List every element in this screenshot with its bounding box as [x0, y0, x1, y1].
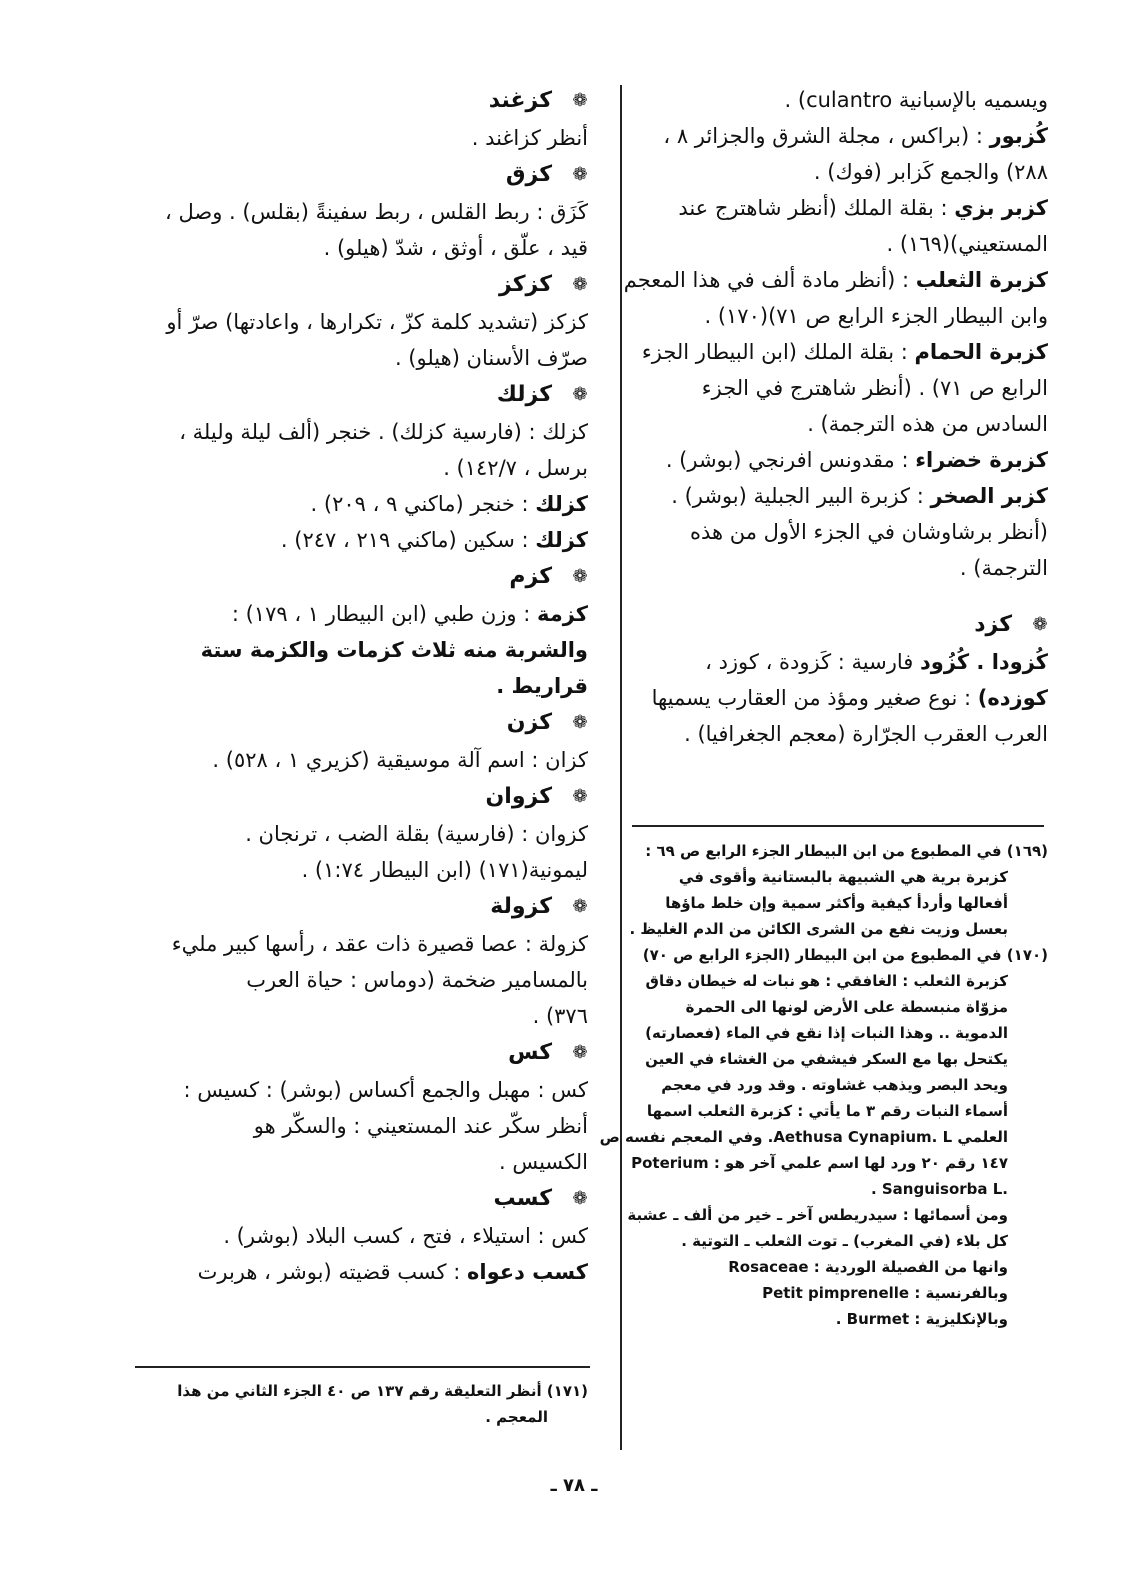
footnote-text: كزبرة الثعلب : الغافقي : هو نبات له خيطان دقاق	[645, 972, 1008, 990]
entry-line	[628, 82, 1048, 118]
entry-text: أنظر كزاغند .	[471, 126, 588, 150]
entry-line	[156, 632, 588, 668]
entry-heading	[156, 558, 588, 596]
entry-lemma: كسب دعواه	[466, 1260, 588, 1284]
flower-bullet-icon: ❁	[572, 90, 588, 111]
flower-bullet-icon: ❁	[572, 1042, 588, 1063]
left-footnote-rule	[135, 1366, 590, 1368]
footnote-line	[628, 968, 1048, 994]
entry-text: : خنجر (ماكني ٩ ، ٢٠٩) .	[310, 492, 536, 516]
entry-lemma: كزبر الصخر	[930, 484, 1048, 508]
entry-line	[628, 680, 1048, 716]
footnote-text: الدموية .. وهذا النبات إذا نقع في الماء (فعصارته)	[645, 1024, 1008, 1042]
footnote-text: وبالفرنسية : Petit pimprenelle	[762, 1284, 1008, 1302]
entry-line	[156, 120, 588, 156]
footnote-text: . Sanguisorba L.	[870, 1180, 1008, 1198]
flower-bullet-icon: ❁	[572, 384, 588, 405]
entry-line	[628, 118, 1048, 154]
entry-text: ليمونية(١٧١) (ابن البيطار ١:٧٤) .	[301, 858, 588, 882]
page-number: ـ ٧٨ ـ	[550, 1475, 598, 1496]
footnote-line	[628, 1046, 1048, 1072]
left-column	[156, 82, 588, 1290]
entry-line	[156, 414, 588, 450]
entry-line	[156, 1108, 588, 1144]
heading-word: كس	[508, 1040, 552, 1065]
entry-text: برسل ، ١٤٢/٧) .	[443, 456, 588, 480]
footnote-line	[628, 864, 1048, 890]
footnote-text: (١٦٩) في المطبوع من ابن البيطار الجزء الرابع ص ٦٩ :	[645, 842, 1048, 860]
left-footnotes	[156, 1378, 588, 1430]
entry-heading	[156, 1180, 588, 1218]
footnote-line	[628, 942, 1048, 968]
entry-text: كزولة : عصا قصيرة ذات عقد ، رأسها كبير مليء	[171, 932, 588, 956]
entry-heading	[156, 82, 588, 120]
flower-bullet-icon: ❁	[1032, 614, 1048, 635]
column-divider	[620, 85, 622, 1450]
footnote-line	[628, 1202, 1048, 1228]
flower-bullet-icon: ❁	[572, 164, 588, 185]
footnote-text: وانها من الفصيلة الوردية : Rosaceae	[728, 1258, 1008, 1276]
entry-text: بالمسامير ضخمة (دوماس : حياة العرب	[246, 968, 588, 992]
entry-text: كزكز (تشديد كلمة كزّ ، تكرارها ، واعادتها) صرّ أو	[166, 310, 588, 334]
entry-lemma: كزبرة خضراء	[915, 448, 1048, 472]
entry-text: : كسب قضيته (بوشر ، هربرت	[197, 1260, 467, 1284]
entry-line	[156, 194, 588, 230]
entry-lemma: كزلك	[535, 528, 588, 552]
entry-line	[628, 334, 1048, 370]
entry-line	[628, 154, 1048, 190]
entry-text: أنظر سكّر عند المستعيني : والسكّر هو	[253, 1114, 588, 1138]
entry-text: كزان : اسم آلة موسيقية (كزيري ١ ، ٥٢٨) .	[212, 748, 588, 772]
footnote-line	[628, 994, 1048, 1020]
entry-text: كزوان : (فارسية) بقلة الضب ، ترنجان .	[245, 822, 588, 846]
flower-bullet-icon: ❁	[572, 566, 588, 587]
footnote-line	[628, 1228, 1048, 1254]
heading-word: كزوان	[485, 784, 552, 809]
entry-line	[628, 226, 1048, 262]
entry-text: ٣٧٦) .	[532, 1004, 588, 1028]
entry-text: كس : استيلاء ، فتح ، كسب البلاد (بوشر) .	[223, 1224, 588, 1248]
footnote-text: كزبرة برية هي الشبيهة بالبستانية وأقوى في	[678, 868, 1008, 886]
entry-text: (أنظر برشاوشان في الجزء الأول من هذه	[689, 520, 1048, 544]
footnote-line	[628, 838, 1048, 864]
entry-text: الترجمة) .	[959, 556, 1048, 580]
entry-line	[156, 340, 588, 376]
entry-line	[628, 442, 1048, 478]
footnote-text: وبالإنكليزية : Burmet .	[835, 1310, 1008, 1328]
footnote-line	[628, 1150, 1048, 1176]
footnote-text: أفعالها وأردأ كيفية وأكثر سمية وإن خلط ماؤها	[665, 894, 1008, 912]
footnote-text: ويحد البصر ويذهب غشاوته . وقد ورد في معجم	[661, 1076, 1008, 1094]
footnote-line	[628, 1306, 1048, 1332]
heading-word: كزد	[974, 612, 1012, 637]
footnote-line	[628, 916, 1048, 942]
entry-line	[156, 1218, 588, 1254]
entry-heading	[156, 156, 588, 194]
entry-line	[156, 816, 588, 852]
entry-line	[156, 450, 588, 486]
entry-text: : كزبرة البير الجبلية (بوشر) .	[671, 484, 931, 508]
footnote-text: كل بلاء (في المغرب) ـ توت الثعلب ـ التوتية .	[681, 1232, 1008, 1250]
entry-text: : وزن طبي (ابن البيطار ١ ، ١٧٩) :	[231, 602, 537, 626]
flower-bullet-icon: ❁	[572, 712, 588, 733]
heading-word: كزكز	[499, 272, 552, 297]
entry-line	[156, 522, 588, 558]
entry-text: كزلك : (فارسية كزلك) . خنجر (ألف ليلة وليلة ،	[179, 420, 588, 444]
entry-heading	[156, 1034, 588, 1072]
footnote-line	[599, 1124, 1048, 1150]
entry-line	[156, 304, 588, 340]
footnote-text: (١٧٠) في المطبوع من ابن البيطار (الجزء الرابع ص ٧٠)	[642, 946, 1048, 964]
entry-lemma: كُزبور	[989, 124, 1048, 148]
entry-heading	[156, 376, 588, 414]
entry-line	[156, 926, 588, 962]
entry-lemma: كزبرة الحمام	[914, 340, 1048, 364]
footnote-line	[628, 1176, 1048, 1202]
entry-text: وابن البيطار الجزء الرابع ص ٧١)(١٧٠) .	[704, 304, 1048, 328]
entry-line	[156, 962, 588, 998]
right-column	[623, 82, 1048, 752]
entry-heading	[156, 778, 588, 816]
footnote-text: ١٤٧ رقم ٢٠ ورد لها اسم علمي آخر هو : Poterium	[631, 1154, 1008, 1172]
entry-line	[628, 406, 1048, 442]
footnote-text: المعجم .	[485, 1408, 548, 1426]
entry-text: قيد ، علّق ، أوثق ، شدّ (هيلو) .	[323, 236, 588, 260]
entry-text: السادس من هذه الترجمة) .	[807, 412, 1048, 436]
entry-text: والشربة منه ثلاث كزمات والكزمة ستة	[200, 638, 588, 662]
entry-spacer	[628, 586, 1048, 606]
entry-line	[156, 1144, 588, 1180]
entry-line	[156, 596, 588, 632]
entry-text: كَزَق : ربط القلس ، ربط سفينةً (بقلس) . وصل ،	[165, 200, 588, 224]
right-footnote-rule	[632, 825, 1044, 827]
entry-text: فارسية : كَزودة ، كوزد ،	[705, 650, 920, 674]
entry-line	[156, 486, 588, 522]
footnote-line	[628, 890, 1048, 916]
entry-line	[628, 644, 1048, 680]
heading-word: كزن	[506, 710, 552, 735]
entry-text: : بقلة الملك (ابن البيطار الجزء	[641, 340, 915, 364]
entry-line	[628, 716, 1048, 752]
entry-lemma: كُزودا . كُزُود	[919, 650, 1048, 674]
flower-bullet-icon: ❁	[572, 1188, 588, 1209]
right-footnotes	[599, 838, 1048, 1332]
heading-word: كزلك	[496, 382, 552, 407]
entry-lemma: كزلك	[535, 492, 588, 516]
entry-text: صرّف الأسنان (هيلو) .	[394, 346, 588, 370]
entry-text: : بقلة الملك (أنظر شاهترج عند	[678, 196, 955, 220]
entry-text: الرابع ص ٧١) . (أنظر شاهترج في الجزء	[701, 376, 1048, 400]
footnote-text: مزوّاة منبسطة على الأرض لونها الى الحمرة	[685, 998, 1008, 1016]
footnote-line	[628, 1072, 1048, 1098]
entry-heading	[628, 606, 1048, 644]
entry-text: : (أنظر مادة ألف في هذا المعجم	[623, 268, 916, 292]
entry-heading	[156, 704, 588, 742]
footnote-line	[628, 1098, 1048, 1124]
footnote-line	[628, 1254, 1048, 1280]
footnote-line	[156, 1378, 588, 1404]
footnote-text: بعسل وزيت نفع من الشرى الكائن من الدم الغليظ .	[629, 920, 1008, 938]
entry-text: : سكين (ماكني ٢١٩ ، ٢٤٧) .	[280, 528, 536, 552]
entry-line	[156, 742, 588, 778]
entry-text: ٢٨٨) والجمع كَزابر (فوك) .	[813, 160, 1048, 184]
footnote-line	[628, 1280, 1048, 1306]
entry-line	[628, 190, 1048, 226]
entry-line	[628, 298, 1048, 334]
entry-line	[156, 998, 588, 1034]
entry-text: : مقدونس افرنجي (بوشر) .	[665, 448, 916, 472]
entry-text: : نوع صغير ومؤذ من العقارب يسميها	[651, 686, 978, 710]
footnote-text: ومن أسمائها : سيدريطس آخر ـ خير من ألف ـ عشبة	[627, 1206, 1008, 1224]
footnote-text: أسماء النبات رقم ٣ ما يأتي : كزبرة الثعلب اسمها	[646, 1102, 1008, 1120]
heading-word: كزق	[505, 162, 552, 187]
entry-text: ويسميه بالإسبانية culantro) .	[784, 88, 1048, 112]
entry-line	[628, 550, 1048, 586]
footnote-text: العلمي Aethusa Cynapium. L. وفي المعجم نفسه ص	[599, 1128, 1008, 1146]
entry-line	[623, 262, 1048, 298]
entry-line	[628, 478, 1048, 514]
entry-lemma: كزمة	[536, 602, 588, 626]
entry-text: المستعيني)(١٦٩) .	[886, 232, 1048, 256]
entry-lemma: كوزده)	[977, 686, 1048, 710]
entry-lemma: كزبر بزي	[954, 196, 1048, 220]
flower-bullet-icon: ❁	[572, 896, 588, 917]
flower-bullet-icon: ❁	[572, 274, 588, 295]
entry-text: العرب العقرب الجرّارة (معجم الجغرافيا) .	[684, 722, 1048, 746]
entry-line	[156, 852, 588, 888]
heading-word: كزغند	[488, 88, 552, 113]
heading-word: كزم	[509, 564, 552, 589]
heading-word: كسب	[493, 1186, 552, 1211]
heading-word: كزولة	[490, 894, 552, 919]
footnote-line	[628, 1020, 1048, 1046]
entry-line	[156, 668, 588, 704]
entry-text: : (براكس ، مجلة الشرق والجزائر ٨ ،	[663, 124, 990, 148]
entry-line	[628, 514, 1048, 550]
entry-text: قراريط .	[496, 674, 588, 698]
entry-lemma: كزبرة الثعلب	[915, 268, 1048, 292]
footnote-text: (١٧١) أنظر التعليقة رقم ١٣٧ ص ٤٠ الجزء الثاني من هذا	[177, 1382, 588, 1400]
entry-text: الكسيس .	[498, 1150, 588, 1174]
entry-line	[156, 230, 588, 266]
footnote-line	[156, 1404, 588, 1430]
footnote-text: يكتحل بها مع السكر فيشفي من الغشاء في العين	[645, 1050, 1008, 1068]
entry-text: كس : مهبل والجمع أكساس (بوشر) : كسيس :	[183, 1078, 588, 1102]
entry-line	[628, 370, 1048, 406]
entry-heading	[156, 266, 588, 304]
entry-heading	[156, 888, 588, 926]
flower-bullet-icon: ❁	[572, 786, 588, 807]
entry-line	[156, 1254, 588, 1290]
entry-line	[156, 1072, 588, 1108]
